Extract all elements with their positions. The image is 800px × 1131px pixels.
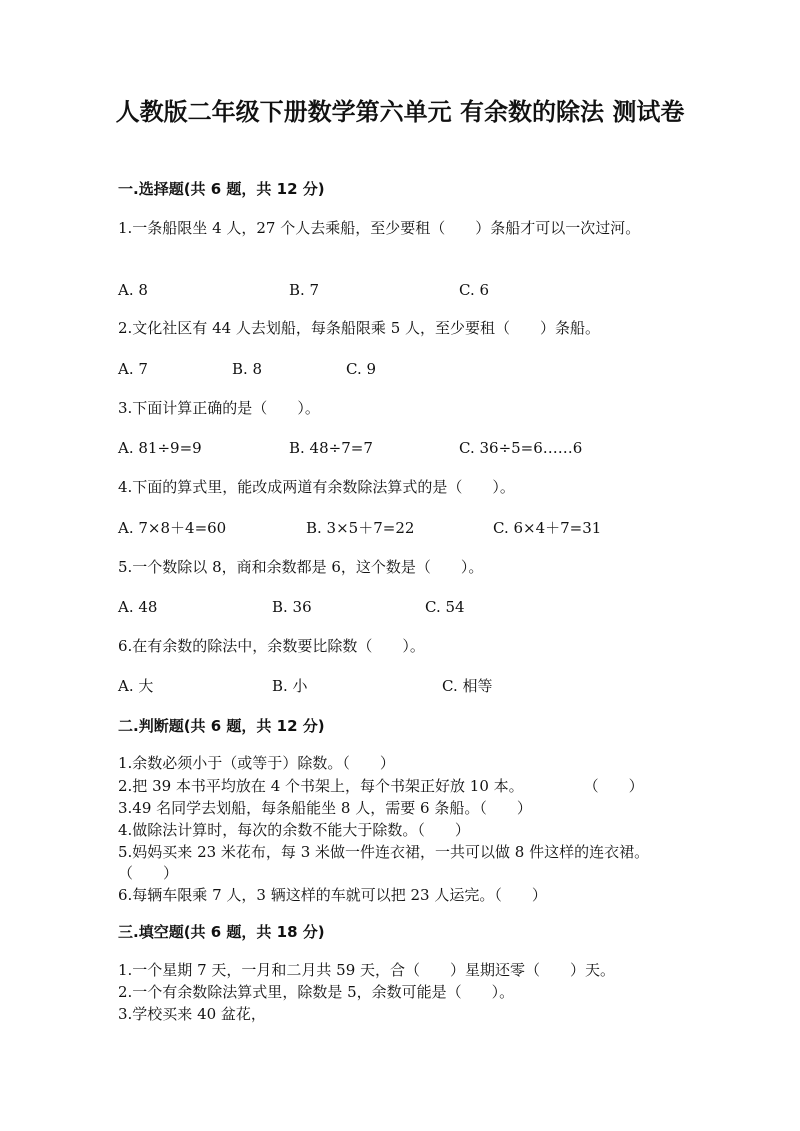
option-2c: C. 9 — [346, 360, 377, 378]
option-5c: C. 54 — [425, 598, 465, 616]
judge-item-5-bracket: （ ） — [118, 864, 179, 882]
fill-item-2: 2.一个有余数除法算式里，除数是 5，余数可能是（ ）。 — [118, 983, 515, 1001]
judge-item-1: 1.余数必须小于（或等于）除数。（ ） — [118, 754, 395, 772]
option-6b: B. 小 — [272, 677, 308, 695]
judge-item-3: 3.49 名同学去划船，每条船能坐 8 人，需要 6 条船。（ ） — [118, 799, 532, 817]
question-2: 2.文化社区有 44 人去划船，每条船限乘 5 人，至少要租（ ）条船。 — [118, 319, 601, 337]
judge-item-4: 4.做除法计算时，每次的余数不能大于除数。（ ） — [118, 821, 470, 839]
option-2b: B. 8 — [232, 360, 263, 378]
option-5a: A. 48 — [118, 598, 158, 616]
question-3: 3.下面计算正确的是（ ）。 — [118, 399, 320, 417]
question-5: 5.一个数除以 8，商和余数都是 6，这个数是（ ）。 — [118, 558, 484, 576]
option-4c: C. 6×4＋7=31 — [493, 519, 602, 537]
option-1b: B. 7 — [289, 281, 320, 299]
option-2a: A. 7 — [118, 360, 148, 378]
judge-item-6: 6.每辆车限乘 7 人，3 辆这样的车就可以把 23 人运完。（ ） — [118, 886, 547, 904]
option-4b: B. 3×5＋7=22 — [306, 519, 415, 537]
option-3a: A. 81÷9=9 — [118, 439, 202, 457]
option-3c: C. 36÷5=6……6 — [459, 439, 583, 457]
judge-item-2: 2.把 39 本书平均放在 4 个书架上，每个书架正好放 10 本。 （ ） — [118, 777, 644, 795]
question-4: 4.下面的算式里，能改成两道有余数除法算式的是（ ）。 — [118, 478, 515, 496]
option-6c: C. 相等 — [442, 677, 493, 695]
question-6: 6.在有余数的除法中，余数要比除数（ ）。 — [118, 637, 425, 655]
section-heading-choice: 一.选择题(共 6 题，共 12 分) — [118, 180, 325, 198]
option-3b: B. 48÷7=7 — [289, 439, 373, 457]
fill-item-1: 1.一个星期 7 天，一月和二月共 59 天，合（ ）星期还零（ ）天。 — [118, 961, 616, 979]
option-5b: B. 36 — [272, 598, 312, 616]
question-1: 1.一条船限坐 4 人，27 个人去乘船，至少要租（ ）条船才可以一次过河。 — [118, 219, 641, 237]
section-heading-judge: 二.判断题(共 6 题，共 12 分) — [118, 717, 325, 735]
option-6a: A. 大 — [118, 677, 154, 695]
fill-item-3: 3.学校买来 40 盆花， — [118, 1005, 266, 1023]
option-4a: A. 7×8＋4=60 — [118, 519, 227, 537]
page-title: 人教版二年级下册数学第六单元 有余数的除法 测试卷 — [115, 98, 685, 126]
section-heading-fill: 三.填空题(共 6 题，共 18 分) — [118, 923, 325, 941]
option-1c: C. 6 — [459, 281, 490, 299]
option-1a: A. 8 — [118, 281, 148, 299]
judge-item-5: 5.妈妈买来 23 米花布，每 3 米做一件连衣裙，一共可以做 8 件这样的连衣裙。 — [118, 843, 650, 861]
